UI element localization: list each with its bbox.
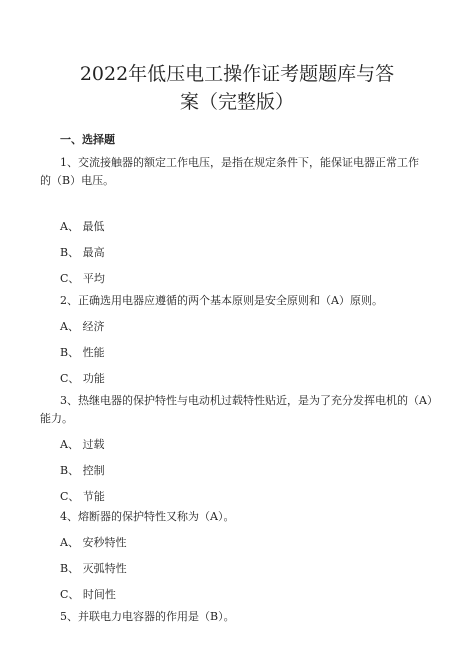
question-1-option-c: C、 平均 (60, 272, 105, 285)
question-1-line-2: 的（B）电压。 (40, 174, 115, 187)
section-heading: 一、选择题 (60, 133, 115, 146)
question-3-option-c: C、 节能 (60, 490, 105, 503)
question-1-option-a: A、 最低 (60, 220, 105, 233)
question-3-line-1: 3、热继电器的保护特性与电动机过载特性贴近，是为了充分发挥电机的（A） (60, 394, 438, 407)
question-1-option-b: B、 最高 (60, 246, 105, 259)
question-4-line-1: 4、熔断器的保护特性又称为（A）。 (60, 510, 235, 523)
document-title (40, 60, 434, 116)
question-5-line-1: 5、并联电力电容器的作用是（B）。 (60, 610, 235, 623)
question-3-option-b: B、 控制 (60, 464, 105, 477)
question-4-option-a: A、 安秒特性 (60, 536, 127, 549)
question-2-option-c: C、 功能 (60, 372, 105, 385)
question-2-option-a: A、 经济 (60, 320, 105, 333)
question-4-option-b: B、 灭弧特性 (60, 562, 127, 575)
question-3-line-2: 能力。 (40, 412, 73, 425)
question-1-line-1: 1、交流接触器的额定工作电压，是指在规定条件下，能保证电器正常工作 (60, 156, 419, 169)
question-4-option-c: C、 时间性 (60, 588, 116, 601)
title-line-2: 案（完整版） (179, 91, 294, 113)
title-line-1: 2022年低压电工操作证考题题库与答 (79, 63, 395, 85)
question-2-line-1: 2、正确选用电器应遵循的两个基本原则是安全原则和（A）原则。 (60, 294, 383, 307)
question-3-option-a: A、 过载 (60, 438, 105, 451)
question-2-option-b: B、 性能 (60, 346, 105, 359)
